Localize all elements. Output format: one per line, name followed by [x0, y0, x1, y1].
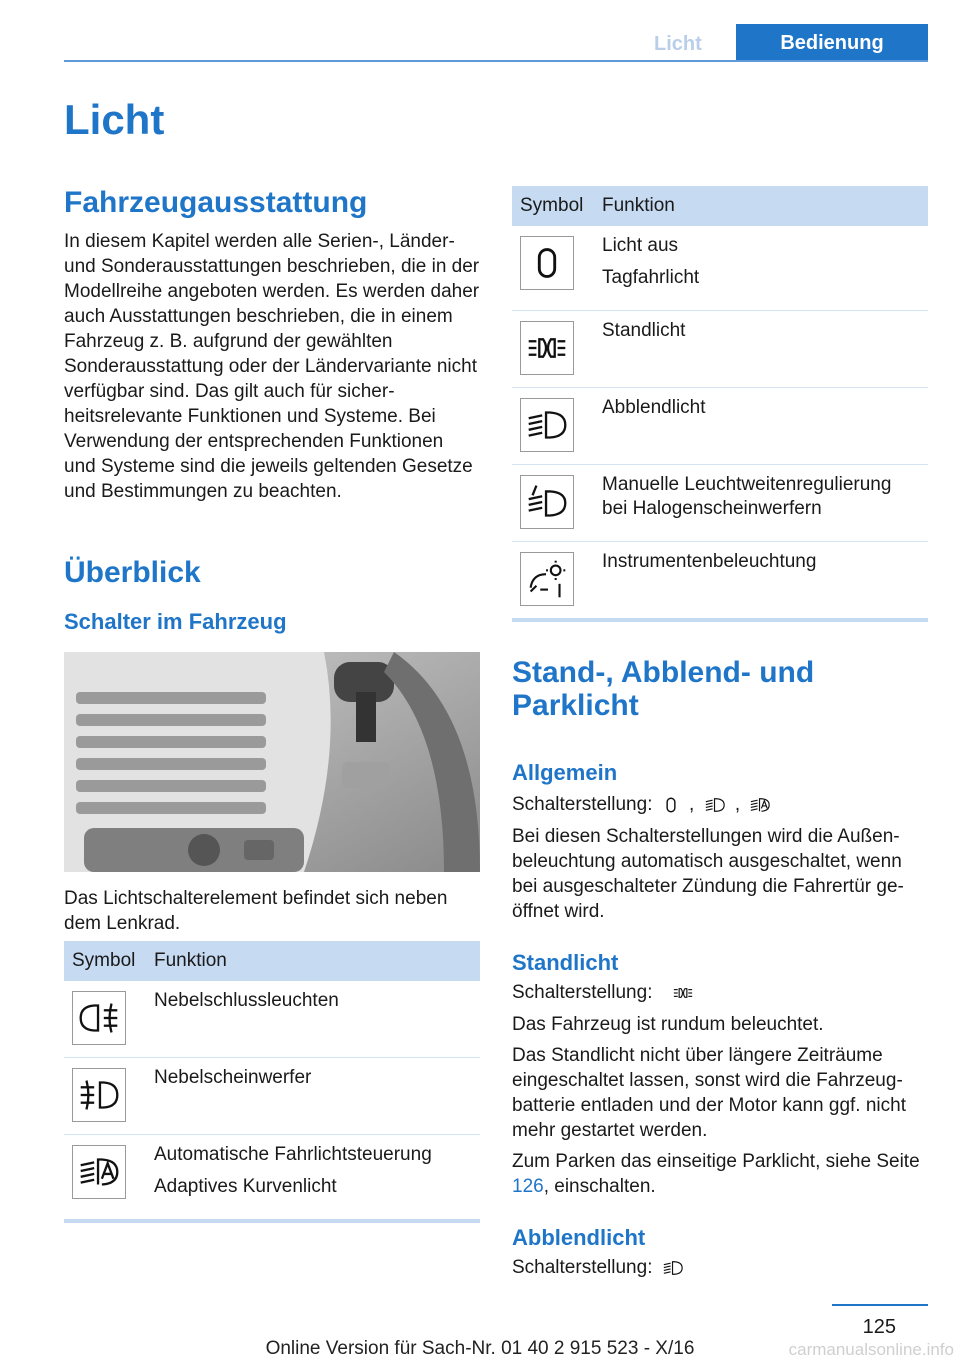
light-off-icon — [520, 236, 574, 290]
headlight-range-icon — [520, 475, 574, 529]
header-tab-bedienung[interactable]: Bedienung — [736, 24, 928, 62]
header-tab-licht[interactable]: Licht — [654, 33, 702, 55]
auto-headlight-icon — [745, 792, 775, 818]
page-link-126[interactable]: 126 — [512, 1176, 544, 1197]
function-text: Standlicht — [602, 320, 686, 341]
lights-heading: Stand-, Abblend- und Parklicht — [512, 656, 815, 722]
overview-section — [64, 556, 480, 635]
switch-label: Schalterstellung: — [512, 982, 653, 1004]
col-symbol: Symbol — [512, 186, 594, 226]
table-row — [512, 226, 928, 311]
table-row — [512, 311, 928, 388]
overview-subheading: Schalter im Fahrzeug — [64, 609, 287, 634]
table-row — [512, 542, 928, 621]
low-beam-icon — [700, 792, 730, 818]
table-row — [512, 465, 928, 542]
function-text: Abblendlicht — [602, 397, 706, 418]
function-text: Manuelle Leuchtweitenregulierung bei Halogenscheinwerfern — [602, 474, 892, 519]
caption-text: Das Lichtschalterelement befindet sich neben dem Lenkrad. — [64, 888, 448, 934]
front-fog-light-icon — [72, 1068, 126, 1122]
col-function: Funktion — [594, 186, 928, 226]
function-text: Licht aus — [602, 235, 679, 256]
photo-caption — [64, 886, 480, 936]
chapter-title: Licht — [64, 96, 165, 143]
lights-section — [512, 656, 928, 1281]
auto-headlight-icon — [72, 1145, 126, 1199]
general-text: Bei diesen Schalterstellungen wird die Außenbeleuchtung automatisch ausgeschaltet, wenn bei ausgeschalteter Zündung die Fahrertür geöffnet wird. — [512, 826, 904, 922]
col-symbol: Symbol — [64, 941, 146, 981]
rear-fog-light-icon — [72, 991, 126, 1045]
lowbeam-switch-line — [512, 1255, 928, 1281]
function-text: Tagfahrlicht — [602, 267, 700, 288]
parking-text-1: Das Fahrzeug ist rundum beleuchtet. — [512, 1014, 824, 1035]
low-beam-icon — [520, 398, 574, 452]
function-text: Nebelschlussleuchten — [154, 990, 339, 1011]
equipment-text: In diesem Kapitel werden alle Serien-, Länder- und Sonderausstattungen beschrieben, die in der Modellreihe angeboten werden. Es werden daher auch Ausstattungen beschrieben, die in einem Fahrzeug z. B. aufgrund der gewählten Sonderausstattung oder der Ländervariante nicht verfügbar sind. Das gilt auch für sicherheitsrelevante Funktionen und Systeme. Bei Verwendung der entsprechenden Funktionen und Systeme sind die jeweils geltenden Gesetze und Bestimmungen zu beachten. — [64, 231, 480, 502]
footer-rule — [832, 1304, 928, 1306]
switch-photo — [64, 652, 480, 872]
parking-text-2: Das Standlicht nicht über längere Zeiträume eingeschaltet lassen, sonst wird die Fahrzeugbatterie entladen und der Motor kann ggf. nicht mehr gestartet werden. — [512, 1045, 906, 1141]
table-left — [64, 941, 480, 1223]
parking-heading: Standlicht — [512, 950, 619, 975]
overview-heading: Überblick — [64, 556, 201, 589]
instrument-lighting-icon — [520, 552, 574, 606]
equipment-heading: Fahrzeugausstattung — [64, 186, 368, 219]
col-function: Funktion — [146, 941, 480, 981]
footer-text: Online Version für Sach-Nr. 01 40 2 915 523 - X/16 — [265, 1338, 695, 1359]
header-rule — [64, 60, 928, 62]
switch-label: Schalterstellung: — [512, 794, 653, 816]
function-text: Nebelscheinwerfer — [154, 1067, 312, 1088]
parking-switch-line — [512, 980, 928, 1006]
parking-light-icon — [658, 980, 708, 1006]
general-heading: Allgemein — [512, 760, 618, 785]
low-beam-icon — [658, 1255, 688, 1281]
table-row — [64, 1058, 480, 1135]
equipment-section — [64, 186, 480, 504]
parking-text-3 — [512, 1149, 928, 1199]
text-post: , einschalten. — [543, 1176, 656, 1197]
table-row — [512, 388, 928, 465]
general-switch-line: Schalterstellung: , , — [512, 792, 928, 818]
page-number: 125 — [862, 1316, 896, 1338]
function-text: Adaptives Kurvenlicht — [154, 1176, 337, 1197]
lowbeam-heading: Abblendlicht — [512, 1225, 646, 1250]
light-off-icon — [658, 792, 684, 818]
function-text: Automatische Fahrlichtsteuerung — [154, 1144, 432, 1165]
switch-label: Schalterstellung: — [512, 1257, 653, 1279]
text-pre: Zum Parken das einseitige Parklicht, siehe Seite — [512, 1151, 920, 1172]
table-row — [64, 981, 480, 1058]
watermark: carmanualsonline.info — [788, 1340, 954, 1359]
function-text: Instrumentenbeleuchtung — [602, 551, 817, 572]
table-right — [512, 186, 928, 622]
parking-light-icon — [520, 321, 574, 375]
table-row — [64, 1135, 480, 1222]
